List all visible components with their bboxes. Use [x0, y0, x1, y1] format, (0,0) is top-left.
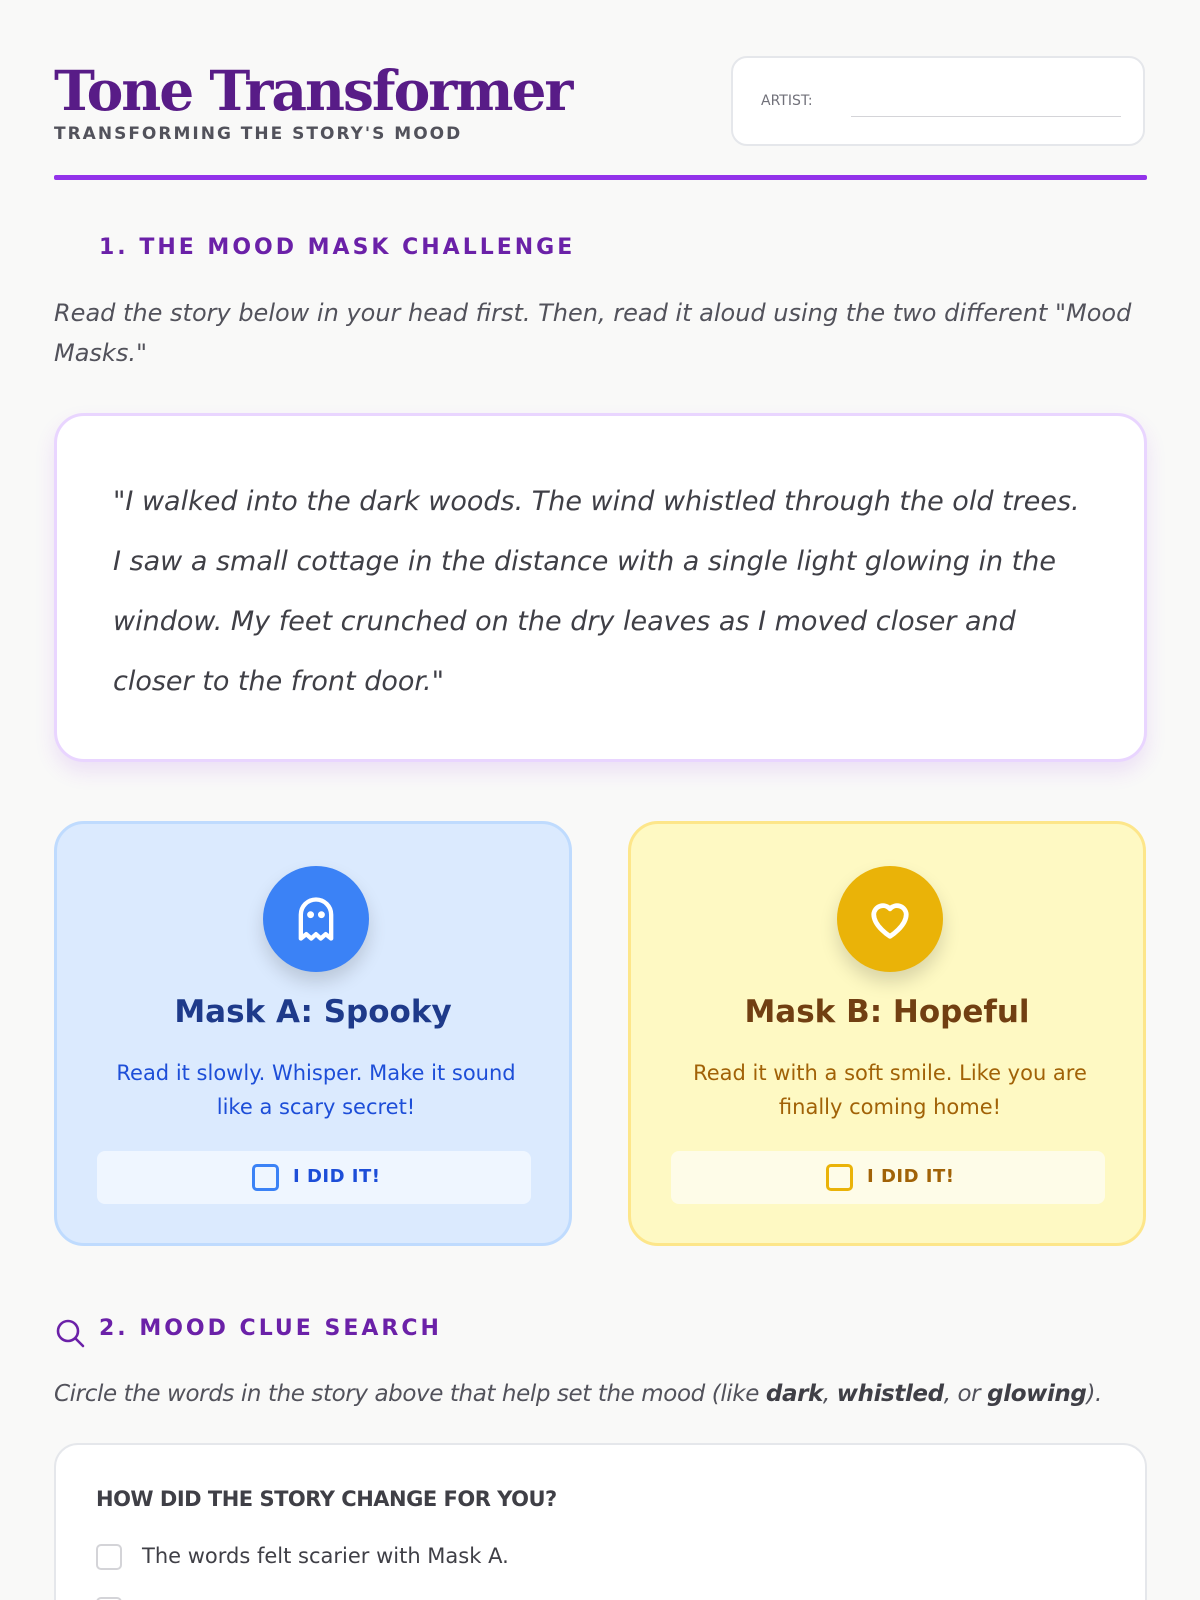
worksheet-header — [54, 54, 1147, 180]
did-it-label: I DID IT! — [293, 1166, 381, 1187]
story-text: "I walked into the dark woods. The wind whistled through the old trees. I saw a small cottage in the distance with a single light glowing in the window. My feet crunched on the dry leaves as I moved closer and closer to the front door." — [113, 486, 1080, 697]
clue-word: whistled — [836, 1381, 944, 1407]
ghost-icon — [263, 866, 369, 972]
clue-word: dark — [765, 1381, 823, 1407]
did-it-button-spooky[interactable] — [97, 1151, 531, 1204]
artist-label: ARTIST: — [761, 93, 813, 109]
artist-input-line[interactable] — [851, 116, 1121, 117]
artist-field[interactable] — [731, 56, 1145, 146]
option-label: The words felt scarier with Mask A. — [142, 1544, 509, 1568]
clue-word: glowing — [987, 1381, 1087, 1407]
did-it-label: I DID IT! — [867, 1166, 955, 1187]
page-subtitle: TRANSFORMING THE STORY'S MOOD — [54, 124, 463, 144]
did-it-button-hopeful[interactable] — [671, 1151, 1105, 1204]
mask-title: Mask B: Hopeful — [744, 994, 1030, 1030]
mask-card-spooky — [54, 821, 572, 1246]
checkbox[interactable] — [252, 1164, 279, 1191]
section-instruction: Read the story below in your head first. Then, read it aloud using the two different "Mood Masks." — [54, 299, 1132, 367]
clue-instruction-text: Circle the words in the story above that help set the mood (like — [54, 1381, 766, 1407]
page-title: Tone Transformer — [54, 58, 572, 123]
change-question: HOW DID THE STORY CHANGE FOR YOU? — [96, 1487, 557, 1511]
mask-description: Read it slowly. Whisper. Make it sound like a scary secret! — [116, 1061, 516, 1119]
checkbox[interactable] — [826, 1164, 853, 1191]
clue-instruction-end: ). — [1086, 1381, 1102, 1407]
heart-icon — [837, 866, 943, 972]
clue-instruction — [54, 1374, 1154, 1414]
section-title-mood-clue: 2. MOOD CLUE SEARCH — [99, 1316, 442, 1341]
clue-separator: , — [822, 1381, 837, 1407]
story-change-card — [54, 1443, 1147, 1600]
header-divider — [54, 175, 1147, 180]
story-card — [54, 413, 1147, 762]
checkbox[interactable] — [96, 1544, 122, 1570]
section-title-mood-mask: 1. THE MOOD MASK CHALLENGE — [99, 235, 576, 260]
mask-card-hopeful — [628, 821, 1146, 1246]
clue-separator: , or — [943, 1381, 988, 1407]
search-icon — [54, 1317, 86, 1349]
mask-description: Read it with a soft smile. Like you are finally coming home! — [693, 1061, 1087, 1119]
mask-title: Mask A: Spooky — [174, 994, 452, 1030]
